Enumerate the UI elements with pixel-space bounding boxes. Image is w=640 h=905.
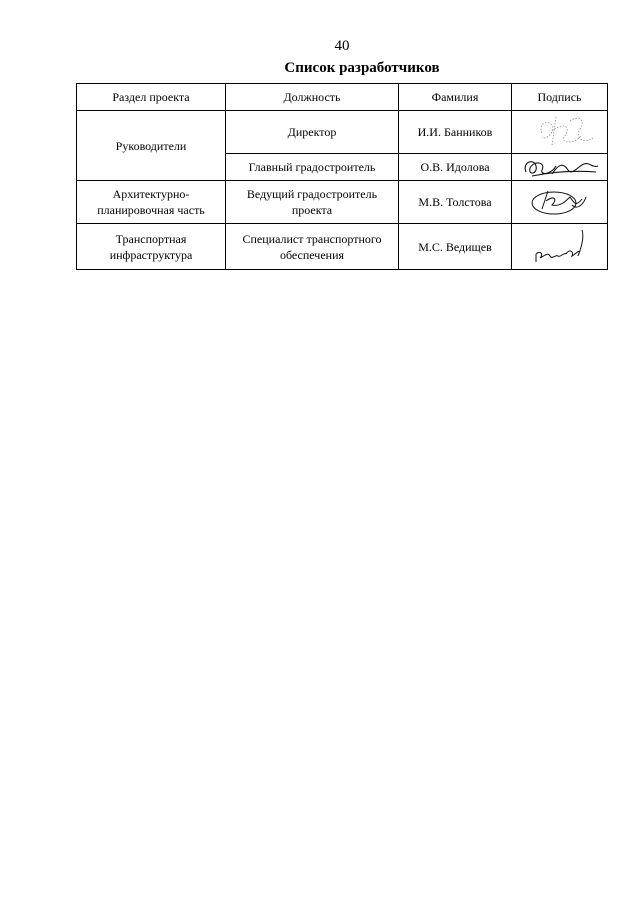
developers-table: [76, 83, 608, 270]
position-cell: Ведущий градостроитель проекта: [226, 181, 399, 224]
position-cell: Специалист транспортного обеспечения: [226, 224, 399, 270]
signature-cell: [512, 181, 608, 224]
signature-cell: [512, 224, 608, 270]
section-cell: Транспортная инфраструктура: [77, 224, 226, 270]
header-section: Раздел проекта: [77, 84, 226, 111]
section-cell: Руководители: [77, 111, 226, 181]
header-name: Фамилия: [399, 84, 512, 111]
position-cell: Директор: [226, 111, 399, 154]
signature-1-image: [512, 111, 608, 153]
table-row: [77, 111, 608, 154]
table-row: [77, 181, 608, 224]
header-signature: Подпись: [512, 84, 608, 111]
page-number: 40: [334, 38, 350, 54]
header-position: Должность: [226, 84, 399, 111]
section-cell: Архитектурно-планировочная часть: [77, 181, 226, 224]
name-cell: М.С. Ведищев: [399, 224, 512, 270]
table-header-row: [77, 84, 608, 111]
signature-3-image: [512, 181, 608, 223]
position-cell: Главный градостроитель: [226, 154, 399, 181]
signature-2-image: [512, 154, 608, 180]
signature-cell: [512, 154, 608, 181]
name-cell: М.В. Толстова: [399, 181, 512, 224]
table-row: [77, 224, 608, 270]
signature-cell: [512, 111, 608, 154]
name-cell: И.И. Банников: [399, 111, 512, 154]
name-cell: О.В. Идолова: [399, 154, 512, 181]
signature-4-image: [512, 224, 608, 269]
document-title: Список разработчиков: [284, 60, 440, 76]
